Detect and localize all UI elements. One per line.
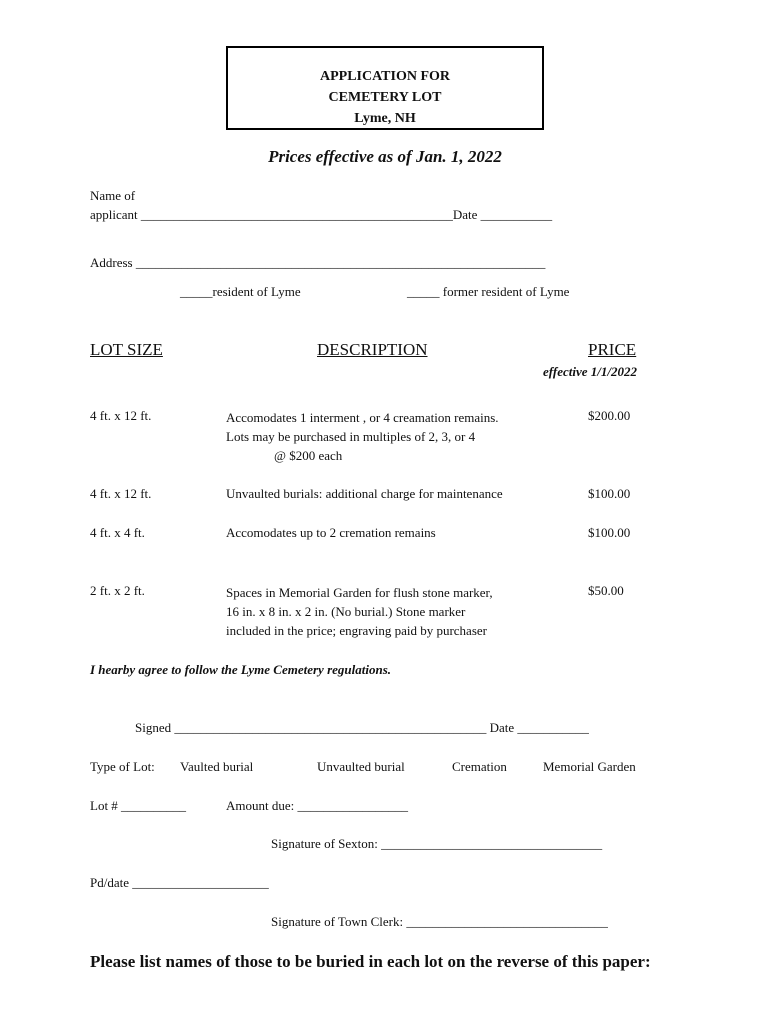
town-clerk-signature-field[interactable]: Signature of Town Clerk: _______________________________ [271, 914, 608, 929]
row-1-size: 4 ft. x 12 ft. [90, 408, 152, 423]
header-lot-size: LOT SIZE [90, 340, 163, 359]
signed-line[interactable]: Signed ________________________________________________ Date ___________ [135, 720, 589, 735]
title-line-1: APPLICATION FOR [319, 69, 451, 84]
sexton-signature-field[interactable]: Signature of Sexton: __________________________________ [271, 836, 603, 851]
final-instruction: Please list names of those to be buried in each lot on the reverse of this paper: [90, 952, 651, 971]
row-4-description [226, 583, 493, 640]
title-line-2: CEMETERY LOT [328, 90, 442, 105]
row-1-desc-line-3: @ $200 each [274, 448, 343, 463]
header-description: DESCRIPTION [317, 340, 428, 359]
row-3-size: 4 ft. x 4 ft. [90, 525, 145, 540]
row-4-price: $50.00 [588, 583, 624, 598]
row-2-description: Unvaulted burials: additional charge for maintenance [226, 486, 503, 501]
amount-due-field[interactable]: Amount due: _________________ [226, 798, 408, 813]
row-4-desc-line-1: Spaces in Memorial Garden for flush stone marker, [226, 585, 493, 600]
row-1-desc-line-2: Lots may be purchased in multiples of 2, 3, or 4 [226, 429, 476, 444]
option-unvaulted-burial[interactable]: Unvaulted burial [317, 759, 405, 774]
agreement-statement: I hearby agree to follow the Lyme Cemetery regulations. [90, 662, 392, 677]
price-effective-date: effective 1/1/2022 [543, 364, 637, 379]
type-of-lot-label: Type of Lot: [90, 759, 155, 774]
address-line[interactable]: Address _______________________________________________________________ [90, 255, 546, 270]
lot-number-field[interactable]: Lot # __________ [90, 798, 187, 813]
former-resident-of-lyme[interactable]: _____ former resident of Lyme [407, 284, 570, 299]
row-1-description [226, 408, 499, 465]
option-cremation[interactable]: Cremation [452, 759, 507, 774]
option-vaulted-burial[interactable]: Vaulted burial [180, 759, 254, 774]
title-box [226, 46, 544, 130]
resident-of-lyme[interactable]: _____resident of Lyme [180, 284, 301, 299]
row-3-price: $100.00 [588, 525, 631, 540]
row-1-price: $200.00 [588, 408, 631, 423]
pd-date-field[interactable]: Pd/date _____________________ [90, 875, 269, 890]
name-label-1: Name of [90, 188, 136, 203]
header-price: PRICE [588, 340, 637, 359]
row-1-desc-line-1: Accomodates 1 interment , or 4 creamation remains. [226, 410, 499, 425]
row-4-desc-line-3: included in the price; engraving paid by purchaser [226, 623, 487, 638]
name-applicant-line[interactable]: applicant ________________________________________________Date ___________ [90, 207, 553, 222]
row-2-price: $100.00 [588, 486, 631, 501]
title-line-3: Lyme, NH [354, 111, 416, 126]
row-2-size: 4 ft. x 12 ft. [90, 486, 152, 501]
prices-effective: Prices effective as of Jan. 1, 2022 [268, 147, 502, 166]
row-3-description: Accomodates up to 2 cremation remains [226, 525, 436, 540]
row-4-desc-line-2: 16 in. x 8 in. x 2 in. (No burial.) Stone marker [226, 604, 466, 619]
option-memorial-garden[interactable]: Memorial Garden [543, 759, 636, 774]
row-4-size: 2 ft. x 2 ft. [90, 583, 145, 598]
